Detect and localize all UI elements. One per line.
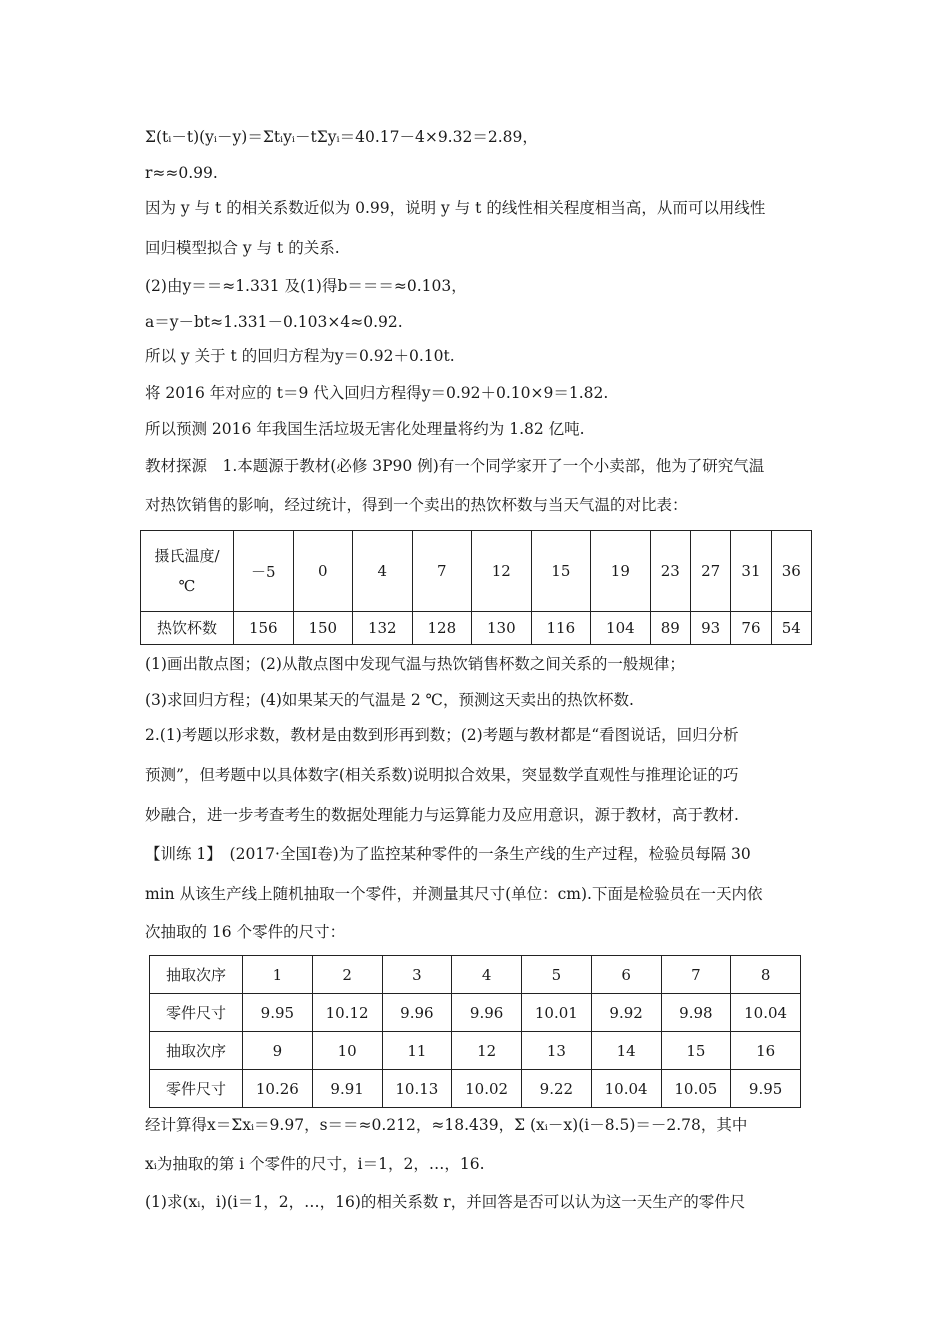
cups-cell: 54 — [771, 612, 811, 645]
cups-cell: 76 — [731, 612, 771, 645]
order-cell: 8 — [731, 956, 801, 994]
cups-cell: 116 — [531, 612, 591, 645]
cups-cell: 130 — [472, 612, 532, 645]
text-line-1: Σ(tᵢ－t)(yᵢ－y)＝Σtᵢyᵢ－tΣyᵢ＝40.17－4×9.32＝2.89， — [145, 128, 538, 146]
text-line-5: (2)由y＝＝≈1.331 及(1)得b＝＝＝≈0.103， — [145, 277, 467, 295]
cups-cell: 132 — [353, 612, 413, 645]
table2-label-order: 抽取次序 — [150, 1032, 243, 1070]
temp-cell: 27 — [690, 531, 730, 612]
temp-cell: 36 — [771, 531, 811, 612]
order-cell: 11 — [382, 1032, 452, 1070]
temp-cell: －5 — [234, 531, 294, 612]
order-cell: 15 — [661, 1032, 731, 1070]
order-cell: 7 — [661, 956, 731, 994]
size-cell: 10.13 — [382, 1070, 452, 1108]
size-cell: 9.95 — [731, 1070, 801, 1108]
table2-label-size: 零件尺寸 — [150, 1070, 243, 1108]
text-line-17: 【训练 1】 (2017·全国Ⅰ卷)为了监控某种零件的一条生产线的生产过程，检验员每隔 30 — [145, 845, 751, 863]
temp-cell: 15 — [531, 531, 591, 612]
order-cell: 5 — [522, 956, 592, 994]
temp-cell: 31 — [731, 531, 771, 612]
text-line-20: 经计算得x＝Σxᵢ＝9.97，s＝＝≈0.212，≈18.439，Σ (xᵢ－x)(i－8.5)＝－2.78，其中 — [145, 1116, 748, 1134]
table1-header-cups: 热饮杯数 — [141, 612, 234, 645]
order-cell: 4 — [452, 956, 522, 994]
size-cell: 10.04 — [731, 994, 801, 1032]
table1-header-temp — [141, 531, 234, 612]
text-line-8: 将 2016 年对应的 t＝9 代入回归方程得y＝0.92＋0.10×9＝1.82. — [145, 384, 609, 402]
text-line-13: (3)求回归方程；(4)如果某天的气温是 2 ℃，预测这天卖出的热饮杯数. — [145, 691, 634, 709]
size-cell: 9.95 — [243, 994, 313, 1032]
text-line-9: 所以预测 2016 年我国生活垃圾无害化处理量将约为 1.82 亿吨. — [145, 420, 585, 438]
order-cell: 6 — [591, 956, 661, 994]
text-line-4: 回归模型拟合 y 与 t 的关系. — [145, 239, 340, 257]
order-cell: 12 — [452, 1032, 522, 1070]
order-cell: 3 — [382, 956, 452, 994]
temp-cell: 0 — [293, 531, 353, 612]
order-cell: 10 — [312, 1032, 382, 1070]
size-cell: 10.02 — [452, 1070, 522, 1108]
text-line-6: a＝y－bt≈1.331－0.103×4≈0.92. — [145, 313, 403, 331]
size-cell: 9.91 — [312, 1070, 382, 1108]
text-line-21: xᵢ为抽取的第 i 个零件的尺寸，i＝1，2，…，16. — [145, 1155, 485, 1173]
size-cell: 9.96 — [452, 994, 522, 1032]
size-cell: 10.01 — [522, 994, 592, 1032]
text-line-16: 妙融合，进一步考查考生的数据处理能力与运算能力及应用意识，源于教材，高于教材. — [145, 806, 739, 824]
cups-cell: 128 — [412, 612, 472, 645]
text-line-19: 次抽取的 16 个零件的尺寸： — [145, 923, 346, 941]
text-line-7: 所以 y 关于 t 的回归方程为y＝0.92＋0.10t. — [145, 347, 455, 365]
text-line-18: min 从该生产线上随机抽取一个零件，并测量其尺寸(单位：cm).下面是检验员在一天内依 — [145, 885, 763, 903]
cups-cell: 93 — [690, 612, 730, 645]
table1-header-line2: ℃ — [178, 577, 196, 595]
temp-cell: 19 — [591, 531, 651, 612]
size-cell: 9.96 — [382, 994, 452, 1032]
order-cell: 16 — [731, 1032, 801, 1070]
cups-cell: 156 — [234, 612, 294, 645]
temp-cell: 7 — [412, 531, 472, 612]
cups-cell: 150 — [293, 612, 353, 645]
cups-cell: 89 — [650, 612, 690, 645]
order-cell: 14 — [591, 1032, 661, 1070]
text-line-3: 因为 y 与 t 的相关系数近似为 0.99，说明 y 与 t 的线性相关程度相当高，从而可以用线性 — [145, 199, 766, 217]
size-cell: 10.04 — [591, 1070, 661, 1108]
size-cell: 10.05 — [661, 1070, 731, 1108]
cups-cell: 104 — [591, 612, 651, 645]
temp-cell: 23 — [650, 531, 690, 612]
order-cell: 2 — [312, 956, 382, 994]
order-cell: 1 — [243, 956, 313, 994]
text-line-15: 预测”，但考题中以具体数字(相关系数)说明拟合效果，突显数学直观性与推理论证的巧 — [145, 766, 739, 784]
table1-header-line1: 摄氏温度/ — [154, 547, 220, 565]
text-line-22: (1)求(xᵢ，i)(i＝1，2，…，16)的相关系数 r，并回答是否可以认为这一天生产的零件尺 — [145, 1193, 746, 1211]
text-line-10: 教材探源 1.本题源于教材(必修 3P90 例)有一个同学家开了一个小卖部，他为了研究气温 — [145, 457, 765, 475]
temp-cell: 12 — [472, 531, 532, 612]
size-cell: 10.12 — [312, 994, 382, 1032]
size-cell: 9.98 — [661, 994, 731, 1032]
size-cell: 9.22 — [522, 1070, 592, 1108]
text-line-2: r≈≈0.99. — [145, 164, 218, 182]
part-size-table — [149, 955, 801, 1108]
table2-label-size: 零件尺寸 — [150, 994, 243, 1032]
order-cell: 13 — [522, 1032, 592, 1070]
table2-label-order: 抽取次序 — [150, 956, 243, 994]
text-line-14: 2.(1)考题以形求数，教材是由数到形再到数；(2)考题与教材都是“看图说话，回归分析 — [145, 726, 739, 744]
temp-cell: 4 — [353, 531, 413, 612]
text-line-11: 对热饮销售的影响，经过统计，得到一个卖出的热饮杯数与当天气温的对比表： — [145, 496, 688, 514]
order-cell: 9 — [243, 1032, 313, 1070]
text-line-12: (1)画出散点图；(2)从散点图中发现气温与热饮销售杯数之间关系的一般规律； — [145, 655, 685, 673]
temperature-cups-table — [140, 530, 812, 645]
size-cell: 10.26 — [243, 1070, 313, 1108]
size-cell: 9.92 — [591, 994, 661, 1032]
